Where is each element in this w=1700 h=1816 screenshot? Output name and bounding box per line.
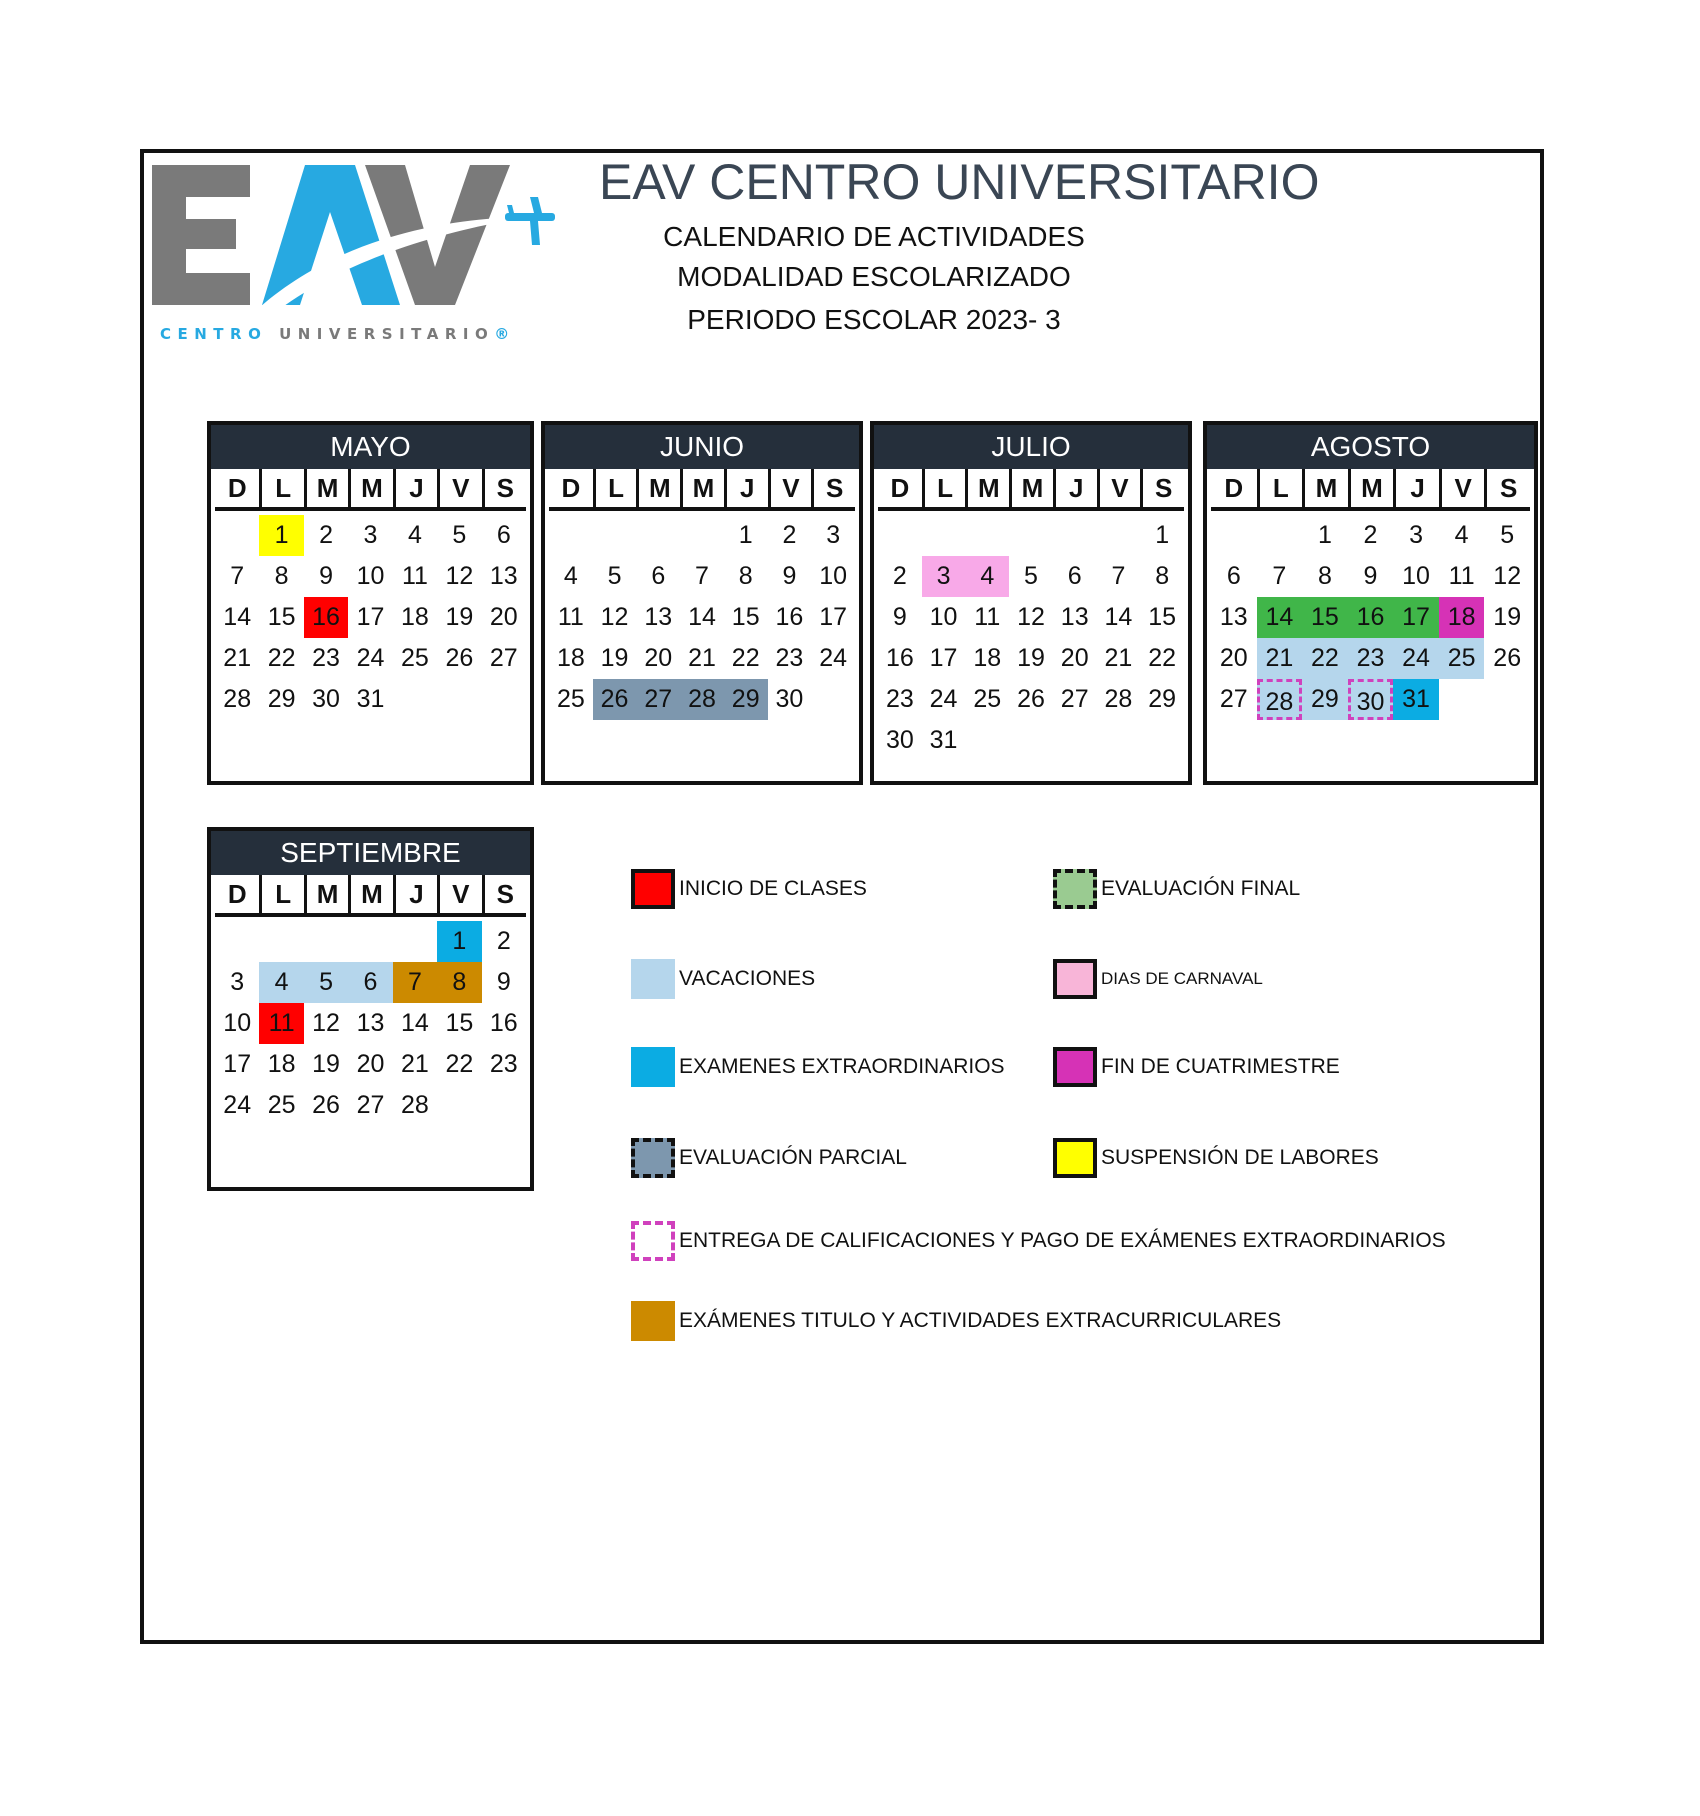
legend-swatch xyxy=(631,1301,675,1341)
legend-swatch xyxy=(631,959,675,999)
calendar-frame xyxy=(140,149,1544,1644)
days-grid xyxy=(549,515,855,720)
legend-item xyxy=(631,1138,907,1178)
day-cell: 17 xyxy=(1393,597,1439,638)
day-cell: 24 xyxy=(356,644,385,672)
month-title: AGOSTO xyxy=(1207,425,1534,469)
empty-day xyxy=(1097,515,1141,556)
day-cell: 13 xyxy=(356,1009,385,1037)
empty-day xyxy=(215,921,259,962)
legend-label: SUSPENSIÓN DE LABORES xyxy=(1101,1146,1379,1169)
weekday-header xyxy=(549,469,855,511)
day-cell: 8 xyxy=(274,562,289,590)
day-cell: 30 xyxy=(775,685,804,713)
weekday-label: V xyxy=(437,875,481,913)
empty-day xyxy=(878,515,922,556)
day-cell: 1 xyxy=(259,515,303,556)
legend-item xyxy=(1053,1047,1340,1087)
weekday-label: M xyxy=(304,469,348,507)
month-title: MAYO xyxy=(211,425,530,469)
legend-label: EVALUACIÓN FINAL xyxy=(1101,877,1301,900)
legend-item xyxy=(631,1047,1005,1087)
day-cell: 15 xyxy=(1302,597,1348,638)
weekday-label: M xyxy=(1009,469,1053,507)
day-cell: 14 xyxy=(688,603,716,631)
day-cell: 4 xyxy=(563,562,578,590)
weekday-label: S xyxy=(482,469,526,507)
logo-tagline xyxy=(160,325,509,343)
empty-day xyxy=(1211,515,1257,556)
weekday-label: D xyxy=(561,473,581,503)
legend-swatch xyxy=(1053,1138,1097,1178)
day-cell: 28 xyxy=(223,685,252,713)
empty-day xyxy=(549,515,593,556)
weekday-label: L xyxy=(259,875,303,913)
days-grid xyxy=(215,921,526,1126)
day-cell: 4 xyxy=(259,962,303,1003)
day-cell: 25 xyxy=(973,685,1002,713)
day-cell: 23 xyxy=(312,644,340,672)
day-cell: 9 xyxy=(319,562,334,590)
month-mayo xyxy=(207,421,534,785)
day-cell: 27 xyxy=(636,679,680,720)
days-grid xyxy=(215,515,526,720)
legend-item xyxy=(631,1301,1281,1341)
legend-item xyxy=(1053,959,1263,999)
weekday-label: M xyxy=(348,875,392,913)
weekday-label: V xyxy=(1439,469,1485,507)
day-cell: 16 xyxy=(489,1009,518,1037)
weekday-header xyxy=(1211,469,1530,511)
day-cell: 1 xyxy=(1155,521,1170,549)
day-cell: 11 xyxy=(557,603,584,631)
days-grid xyxy=(1211,515,1530,720)
day-cell: 9 xyxy=(782,562,797,590)
day-cell: 3 xyxy=(230,968,245,996)
day-cell: 5 xyxy=(452,521,467,549)
day-cell: 12 xyxy=(312,1009,340,1037)
tagline-centro: CENTRO xyxy=(160,325,280,343)
weekday-label: J xyxy=(724,469,768,507)
day-cell: 11 xyxy=(259,1003,303,1044)
eav-logo xyxy=(150,157,560,343)
day-cell: 26 xyxy=(593,679,637,720)
day-cell: 5 xyxy=(1500,521,1515,549)
day-cell: 20 xyxy=(644,644,673,672)
weekday-label: S xyxy=(482,875,526,913)
day-cell: 15 xyxy=(731,603,760,631)
weekday-label: M xyxy=(304,875,348,913)
day-cell: 5 xyxy=(607,562,622,590)
empty-day xyxy=(922,515,966,556)
day-cell: 9 xyxy=(892,603,907,631)
day-cell: 1 xyxy=(437,921,481,962)
day-cell: 11 xyxy=(1448,562,1475,590)
weekday-label: J xyxy=(393,469,437,507)
month-junio xyxy=(541,421,863,785)
day-cell: 13 xyxy=(1219,603,1248,631)
day-cell: 4 xyxy=(965,556,1009,597)
legend-swatch xyxy=(1053,869,1097,909)
day-cell: 7 xyxy=(1272,562,1287,590)
day-cell: 29 xyxy=(1148,685,1177,713)
weekday-label: J xyxy=(393,875,437,913)
day-cell: 10 xyxy=(819,562,848,590)
legend-label: EXÁMENES TITULO Y ACTIVIDADES EXTRACURRICULARES xyxy=(679,1309,1282,1332)
day-cell: 27 xyxy=(1219,685,1248,713)
weekday-label: V xyxy=(768,469,812,507)
weekday-label: J xyxy=(1053,469,1097,507)
day-cell: 6 xyxy=(348,962,392,1003)
weekday-label: L xyxy=(259,469,303,507)
day-cell: 21 xyxy=(401,1050,429,1078)
day-cell: 28 xyxy=(680,679,724,720)
day-cell: 16 xyxy=(304,597,348,638)
subtitle-periodo: PERIODO ESCOLAR 2023- 3 xyxy=(687,304,1061,335)
day-cell: 4 xyxy=(407,521,422,549)
day-cell: 29 xyxy=(1302,679,1348,720)
weekday-header xyxy=(215,875,526,917)
weekday-label: D xyxy=(1224,473,1244,503)
day-cell: 7 xyxy=(695,562,709,590)
day-cell: 19 xyxy=(1493,603,1522,631)
day-cell: 26 xyxy=(1017,685,1045,713)
day-cell: 22 xyxy=(445,1050,474,1078)
day-cell: 6 xyxy=(496,521,511,549)
day-cell: 28 xyxy=(1257,679,1303,720)
weekday-header xyxy=(215,469,526,511)
tagline-universitario: UNIVERSITARIO xyxy=(279,325,495,343)
day-cell: 2 xyxy=(782,521,797,549)
day-cell: 2 xyxy=(319,521,334,549)
empty-day xyxy=(593,515,637,556)
legend-label: EVALUACIÓN PARCIAL xyxy=(679,1146,907,1169)
weekday-label: M xyxy=(680,469,724,507)
weekday-label: M xyxy=(348,469,392,507)
day-cell: 26 xyxy=(445,644,474,672)
day-cell: 29 xyxy=(267,685,296,713)
weekday-label: V xyxy=(1097,469,1141,507)
day-cell: 10 xyxy=(1402,562,1430,590)
empty-day xyxy=(215,515,259,556)
day-cell: 13 xyxy=(489,562,518,590)
day-cell: 31 xyxy=(929,726,958,754)
month-title: SEPTIEMBRE xyxy=(211,831,530,875)
page-title: EAV CENTRO UNIVERSITARIO xyxy=(599,154,1320,210)
day-cell: 22 xyxy=(1148,644,1177,672)
day-cell: 18 xyxy=(973,644,1002,672)
day-cell: 21 xyxy=(223,644,252,672)
day-cell: 27 xyxy=(489,644,518,672)
weekday-label: M xyxy=(965,469,1009,507)
weekday-label: D xyxy=(890,473,910,503)
day-cell: 25 xyxy=(401,644,429,672)
day-cell: 22 xyxy=(1302,638,1348,679)
legend-swatch xyxy=(631,1047,675,1087)
day-cell: 24 xyxy=(819,644,848,672)
legend-swatch xyxy=(1053,959,1097,999)
month-julio xyxy=(870,421,1192,785)
legend-swatch xyxy=(631,1221,675,1261)
day-cell: 12 xyxy=(445,562,474,590)
day-cell: 11 xyxy=(974,603,1001,631)
empty-day xyxy=(1257,515,1303,556)
weekday-header xyxy=(878,469,1184,511)
day-cell: 18 xyxy=(1439,597,1485,638)
weekday-label: S xyxy=(811,469,855,507)
day-cell: 15 xyxy=(267,603,296,631)
day-cell: 25 xyxy=(267,1091,296,1119)
empty-day xyxy=(1009,515,1053,556)
day-cell: 15 xyxy=(445,1009,474,1037)
weekday-label: S xyxy=(1140,469,1184,507)
day-cell: 6 xyxy=(1226,562,1241,590)
month-title: JUNIO xyxy=(545,425,859,469)
day-cell: 11 xyxy=(401,562,428,590)
legend-item xyxy=(631,1221,1446,1261)
legend-label: DIAS DE CARNAVAL xyxy=(1101,969,1263,988)
day-cell: 27 xyxy=(1060,685,1089,713)
day-cell: 1 xyxy=(1317,521,1332,549)
day-cell: 2 xyxy=(496,927,511,955)
day-cell: 2 xyxy=(892,562,907,590)
weekday-label: S xyxy=(1484,469,1530,507)
day-cell: 30 xyxy=(885,726,914,754)
day-cell: 20 xyxy=(356,1050,385,1078)
day-cell: 1 xyxy=(738,521,753,549)
weekday-label: L xyxy=(922,469,966,507)
empty-day xyxy=(304,921,348,962)
day-cell: 16 xyxy=(1348,597,1394,638)
day-cell: 14 xyxy=(1257,597,1303,638)
eav-logo-mark xyxy=(150,157,560,322)
weekday-label: L xyxy=(1257,469,1303,507)
empty-day xyxy=(348,921,392,962)
day-cell: 26 xyxy=(1493,644,1522,672)
day-cell: 25 xyxy=(1439,638,1485,679)
day-cell: 13 xyxy=(644,603,673,631)
legend-label: EXAMENES EXTRAORDINARIOS xyxy=(679,1055,1005,1078)
weekday-label: L xyxy=(593,469,637,507)
day-cell: 17 xyxy=(819,603,848,631)
day-cell: 14 xyxy=(401,1009,429,1037)
legend-label: INICIO DE CLASES xyxy=(679,877,867,900)
day-cell: 24 xyxy=(223,1091,252,1119)
empty-day xyxy=(393,921,437,962)
day-cell: 18 xyxy=(401,603,429,631)
weekday-label: V xyxy=(437,469,481,507)
day-cell: 10 xyxy=(223,1009,252,1037)
legend-label: FIN DE CUATRIMESTRE xyxy=(1101,1055,1340,1078)
day-cell: 9 xyxy=(1363,562,1378,590)
subtitle-modalidad: MODALIDAD ESCOLARIZADO xyxy=(677,261,1071,292)
registered-mark: ® xyxy=(494,325,510,343)
day-cell: 18 xyxy=(556,644,585,672)
day-cell: 15 xyxy=(1148,603,1177,631)
empty-day xyxy=(965,515,1009,556)
month-title: JULIO xyxy=(874,425,1188,469)
legend-item xyxy=(1053,869,1300,909)
day-cell: 23 xyxy=(1348,638,1394,679)
days-grid xyxy=(878,515,1184,761)
day-cell: 21 xyxy=(1104,644,1133,672)
weekday-label: M xyxy=(636,469,680,507)
day-cell: 19 xyxy=(600,644,629,672)
weekday-label: D xyxy=(227,879,247,909)
weekday-label: M xyxy=(1302,469,1348,507)
day-cell: 20 xyxy=(489,603,518,631)
legend-label: VACACIONES xyxy=(679,967,816,990)
day-cell: 30 xyxy=(312,685,340,713)
day-cell: 27 xyxy=(356,1091,385,1119)
day-cell: 14 xyxy=(1104,603,1133,631)
day-cell: 10 xyxy=(929,603,958,631)
day-cell: 20 xyxy=(1219,644,1248,672)
day-cell: 21 xyxy=(688,644,716,672)
day-cell: 30 xyxy=(1348,679,1394,720)
legend-item xyxy=(631,959,815,999)
day-cell: 14 xyxy=(223,603,252,631)
day-cell: 4 xyxy=(1454,521,1469,549)
day-cell: 7 xyxy=(230,562,245,590)
day-cell: 9 xyxy=(496,968,511,996)
day-cell: 3 xyxy=(1409,521,1424,549)
month-septiembre xyxy=(207,827,534,1191)
day-cell: 23 xyxy=(489,1050,518,1078)
day-cell: 24 xyxy=(1393,638,1439,679)
day-cell: 5 xyxy=(304,962,348,1003)
day-cell: 31 xyxy=(356,685,385,713)
day-cell: 6 xyxy=(1067,562,1082,590)
day-cell: 28 xyxy=(401,1091,429,1119)
day-cell: 5 xyxy=(1024,562,1038,590)
day-cell: 23 xyxy=(885,685,914,713)
day-cell: 28 xyxy=(1104,685,1133,713)
day-cell: 13 xyxy=(1060,603,1089,631)
day-cell: 21 xyxy=(1257,638,1303,679)
legend-swatch xyxy=(631,1138,675,1178)
month-agosto xyxy=(1203,421,1538,785)
day-cell: 22 xyxy=(731,644,760,672)
day-cell: 19 xyxy=(445,603,474,631)
day-cell: 6 xyxy=(651,562,666,590)
empty-day xyxy=(680,515,724,556)
legend-item xyxy=(1053,1138,1379,1178)
day-cell: 16 xyxy=(885,644,914,672)
day-cell: 22 xyxy=(267,644,296,672)
day-cell: 17 xyxy=(929,644,958,672)
weekday-label: J xyxy=(1393,469,1439,507)
day-cell: 2 xyxy=(1363,521,1378,549)
day-cell: 29 xyxy=(724,679,768,720)
day-cell: 20 xyxy=(1060,644,1089,672)
legend-label: ENTREGA DE CALIFICACIONES Y PAGO DE EXÁMENES EXTRAORDINARIOS xyxy=(679,1229,1446,1252)
day-cell: 23 xyxy=(775,644,804,672)
weekday-label: D xyxy=(227,473,247,503)
day-cell: 19 xyxy=(312,1050,340,1078)
day-cell: 31 xyxy=(1393,679,1439,720)
day-cell: 17 xyxy=(356,603,385,631)
day-cell: 17 xyxy=(223,1050,252,1078)
legend-item xyxy=(631,869,867,909)
day-cell: 3 xyxy=(826,521,841,549)
day-cell: 19 xyxy=(1017,644,1045,672)
day-cell: 8 xyxy=(437,962,481,1003)
day-cell: 12 xyxy=(1493,562,1522,590)
day-cell: 8 xyxy=(738,562,753,590)
legend-swatch xyxy=(1053,1047,1097,1087)
day-cell: 10 xyxy=(356,562,385,590)
day-cell: 3 xyxy=(922,556,966,597)
day-cell: 24 xyxy=(929,685,958,713)
empty-day xyxy=(1053,515,1097,556)
day-cell: 16 xyxy=(775,603,804,631)
day-cell: 18 xyxy=(267,1050,296,1078)
subtitle-calendario: CALENDARIO DE ACTIVIDADES xyxy=(663,221,1085,252)
day-cell: 26 xyxy=(312,1091,340,1119)
day-cell: 8 xyxy=(1317,562,1332,590)
empty-day xyxy=(636,515,680,556)
day-cell: 25 xyxy=(556,685,585,713)
legend-swatch xyxy=(631,869,675,909)
day-cell: 7 xyxy=(393,962,437,1003)
empty-day xyxy=(259,921,303,962)
weekday-label: M xyxy=(1348,469,1394,507)
day-cell: 12 xyxy=(1017,603,1045,631)
day-cell: 12 xyxy=(600,603,629,631)
day-cell: 7 xyxy=(1111,562,1126,590)
day-cell: 8 xyxy=(1155,562,1170,590)
day-cell: 3 xyxy=(363,521,378,549)
